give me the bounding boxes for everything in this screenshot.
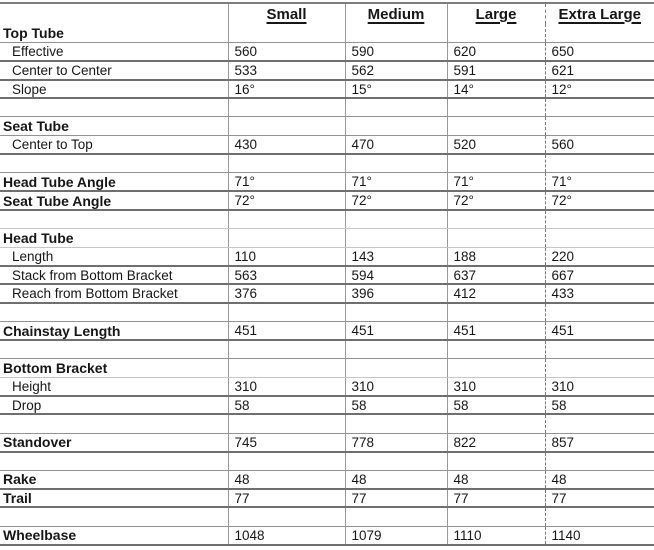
label-column-header [0, 3, 228, 24]
value-medium [345, 303, 447, 322]
row-label [0, 340, 228, 359]
value-small: 376 [228, 284, 345, 303]
value-medium [345, 414, 447, 433]
value-extra-large: 560 [545, 136, 654, 155]
value-extra-large [545, 98, 654, 117]
value-medium [345, 340, 447, 359]
column-header-small: Small [228, 3, 345, 24]
geometry-rows [0, 24, 654, 545]
value-large: 822 [447, 433, 545, 452]
table-row [0, 489, 654, 508]
table-row [0, 191, 654, 210]
row-label: Rake [0, 470, 228, 489]
value-extra-large [545, 452, 654, 471]
table-row [0, 284, 654, 303]
row-label [0, 452, 228, 471]
table-row [0, 210, 654, 229]
value-small [228, 303, 345, 322]
row-label [0, 414, 228, 433]
column-header-extra-large: Extra Large [545, 3, 654, 24]
value-large: 310 [447, 377, 545, 396]
table-row [0, 98, 654, 117]
value-small [228, 452, 345, 471]
table-row [0, 303, 654, 322]
table-row [0, 526, 654, 545]
table-row [0, 43, 654, 62]
value-large: 14° [447, 80, 545, 99]
value-medium [345, 229, 447, 248]
geometry-table [0, 2, 654, 546]
row-label: Effective [0, 43, 228, 62]
column-header-medium: Medium [345, 3, 447, 24]
value-large [447, 452, 545, 471]
value-large: 1110 [447, 526, 545, 545]
value-large [447, 340, 545, 359]
value-extra-large: 48 [545, 470, 654, 489]
table-row [0, 452, 654, 471]
value-small: 310 [228, 377, 345, 396]
value-extra-large: 650 [545, 43, 654, 62]
table-row [0, 173, 654, 192]
row-label: Chainstay Length [0, 322, 228, 341]
row-label: Wheelbase [0, 526, 228, 545]
value-medium [345, 98, 447, 117]
value-small: 48 [228, 470, 345, 489]
value-large: 637 [447, 266, 545, 285]
value-small [228, 117, 345, 136]
value-medium [345, 210, 447, 229]
row-label: Center to Center [0, 61, 228, 80]
value-extra-large: 58 [545, 396, 654, 415]
value-medium: 310 [345, 377, 447, 396]
value-large: 591 [447, 61, 545, 80]
value-large [447, 154, 545, 173]
table-row [0, 396, 654, 415]
value-extra-large: 71° [545, 173, 654, 192]
row-label: Height [0, 377, 228, 396]
value-extra-large: 72° [545, 191, 654, 210]
table-row [0, 136, 654, 155]
value-medium: 1079 [345, 526, 447, 545]
value-large: 451 [447, 322, 545, 341]
value-large: 58 [447, 396, 545, 415]
table-row [0, 340, 654, 359]
value-large: 412 [447, 284, 545, 303]
table-row [0, 229, 654, 248]
row-label [0, 154, 228, 173]
value-medium: 562 [345, 61, 447, 80]
value-small [228, 24, 345, 43]
table-row [0, 117, 654, 136]
value-medium: 590 [345, 43, 447, 62]
row-label: Stack from Bottom Bracket [0, 266, 228, 285]
value-medium: 77 [345, 489, 447, 508]
value-extra-large [545, 303, 654, 322]
value-large [447, 98, 545, 117]
value-extra-large [545, 117, 654, 136]
value-small: 745 [228, 433, 345, 452]
value-extra-large: 451 [545, 322, 654, 341]
table-row [0, 24, 654, 43]
row-label: Length [0, 247, 228, 266]
row-label: Bottom Bracket [0, 359, 228, 378]
size-header-row [0, 3, 654, 24]
column-header-large: Large [447, 3, 545, 24]
value-extra-large [545, 210, 654, 229]
row-label: Top Tube [0, 24, 228, 43]
row-label: Trail [0, 489, 228, 508]
value-medium [345, 507, 447, 526]
value-large [447, 117, 545, 136]
value-medium [345, 359, 447, 378]
value-extra-large: 433 [545, 284, 654, 303]
value-medium [345, 117, 447, 136]
row-label: Center to Top [0, 136, 228, 155]
value-extra-large [545, 359, 654, 378]
value-extra-large [545, 229, 654, 248]
row-label: Seat Tube Angle [0, 191, 228, 210]
row-label: Head Tube [0, 229, 228, 248]
value-small: 563 [228, 266, 345, 285]
value-extra-large: 1140 [545, 526, 654, 545]
value-extra-large: 220 [545, 247, 654, 266]
value-medium: 594 [345, 266, 447, 285]
value-small [228, 414, 345, 433]
value-small [228, 340, 345, 359]
row-label: Slope [0, 80, 228, 99]
value-extra-large [545, 507, 654, 526]
value-medium [345, 452, 447, 471]
row-label: Standover [0, 433, 228, 452]
value-large: 620 [447, 43, 545, 62]
value-large [447, 414, 545, 433]
value-extra-large: 667 [545, 266, 654, 285]
value-medium: 48 [345, 470, 447, 489]
value-extra-large [545, 414, 654, 433]
value-small: 430 [228, 136, 345, 155]
value-small: 72° [228, 191, 345, 210]
row-label [0, 507, 228, 526]
row-label: Reach from Bottom Bracket [0, 284, 228, 303]
value-medium: 58 [345, 396, 447, 415]
table-row [0, 433, 654, 452]
value-medium: 15° [345, 80, 447, 99]
value-medium: 451 [345, 322, 447, 341]
value-medium [345, 24, 447, 43]
value-medium: 470 [345, 136, 447, 155]
row-label: Drop [0, 396, 228, 415]
table-row [0, 61, 654, 80]
value-small: 16° [228, 80, 345, 99]
row-label [0, 210, 228, 229]
table-row [0, 154, 654, 173]
value-medium: 71° [345, 173, 447, 192]
table-row [0, 359, 654, 378]
value-extra-large [545, 340, 654, 359]
value-large: 71° [447, 173, 545, 192]
row-label: Head Tube Angle [0, 173, 228, 192]
value-small: 58 [228, 396, 345, 415]
value-medium: 72° [345, 191, 447, 210]
value-small: 1048 [228, 526, 345, 545]
value-small [228, 507, 345, 526]
value-small: 560 [228, 43, 345, 62]
value-large [447, 359, 545, 378]
row-label [0, 303, 228, 322]
value-large: 77 [447, 489, 545, 508]
table-row [0, 322, 654, 341]
row-label [0, 98, 228, 117]
value-large [447, 303, 545, 322]
value-extra-large: 310 [545, 377, 654, 396]
value-extra-large: 621 [545, 61, 654, 80]
value-extra-large: 77 [545, 489, 654, 508]
value-small: 451 [228, 322, 345, 341]
table-row [0, 507, 654, 526]
value-large [447, 229, 545, 248]
value-small: 110 [228, 247, 345, 266]
row-label: Seat Tube [0, 117, 228, 136]
value-large [447, 24, 545, 43]
value-small [228, 98, 345, 117]
value-small: 77 [228, 489, 345, 508]
value-medium: 143 [345, 247, 447, 266]
table-row [0, 414, 654, 433]
value-large [447, 507, 545, 526]
value-medium: 778 [345, 433, 447, 452]
value-extra-large [545, 24, 654, 43]
table-row [0, 266, 654, 285]
table-row [0, 80, 654, 99]
value-extra-large [545, 154, 654, 173]
value-extra-large: 12° [545, 80, 654, 99]
value-large: 48 [447, 470, 545, 489]
value-small [228, 154, 345, 173]
table-row [0, 377, 654, 396]
table-row [0, 247, 654, 266]
value-small: 71° [228, 173, 345, 192]
value-large: 72° [447, 191, 545, 210]
value-small [228, 359, 345, 378]
table-row [0, 470, 654, 489]
value-medium: 396 [345, 284, 447, 303]
value-medium [345, 154, 447, 173]
value-large: 520 [447, 136, 545, 155]
value-small: 533 [228, 61, 345, 80]
value-extra-large: 857 [545, 433, 654, 452]
value-large [447, 210, 545, 229]
value-small [228, 229, 345, 248]
value-small [228, 210, 345, 229]
value-large: 188 [447, 247, 545, 266]
